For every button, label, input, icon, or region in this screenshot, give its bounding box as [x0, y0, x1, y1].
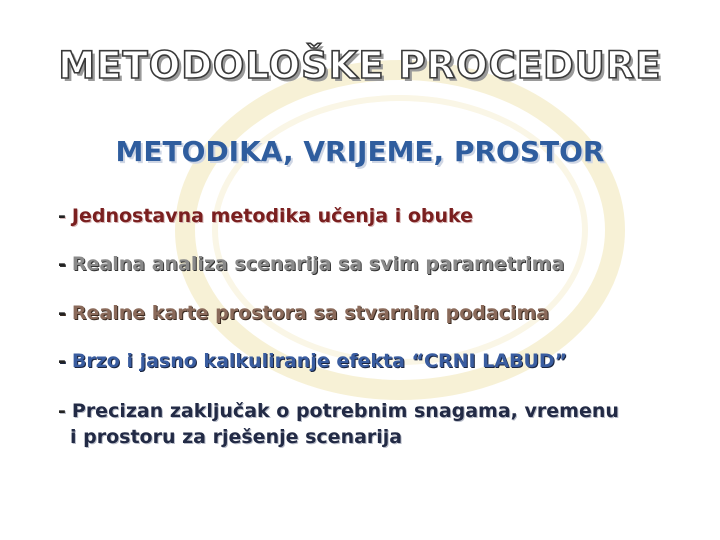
bullet-dash: - — [58, 253, 66, 275]
bullet-text: Realne karte prostora sa stvarnim podacima — [71, 302, 550, 324]
bullet-text-line2: i prostoru za rješenje scenarija — [70, 426, 403, 448]
bullet-text: Realna analiza scenarija sa svim parametrima — [71, 253, 565, 275]
bullet-text-line1: Precizan zaključak o potrebnim snagama, vremenu — [71, 400, 619, 422]
bullet-item — [58, 251, 564, 277]
bullet-item — [58, 348, 567, 374]
bullet-text: Brzo i jasno kalkuliranje efekta “CRNI LABUD” — [71, 350, 568, 372]
bullet-dash: - — [58, 400, 66, 422]
bullet-item — [58, 203, 473, 229]
page-title: METODOLOŠKE PROCEDURE — [58, 44, 662, 87]
bullet-item — [58, 300, 549, 326]
page-subtitle: METODIKA, VRIJEME, PROSTOR — [115, 135, 605, 168]
bullet-text: Jednostavna metodika učenja i obuke — [71, 205, 474, 227]
bullet-dash: - — [58, 350, 66, 372]
bullet-item — [58, 398, 619, 450]
bullet-dash: - — [58, 302, 66, 324]
bullet-dash: - — [58, 205, 66, 227]
